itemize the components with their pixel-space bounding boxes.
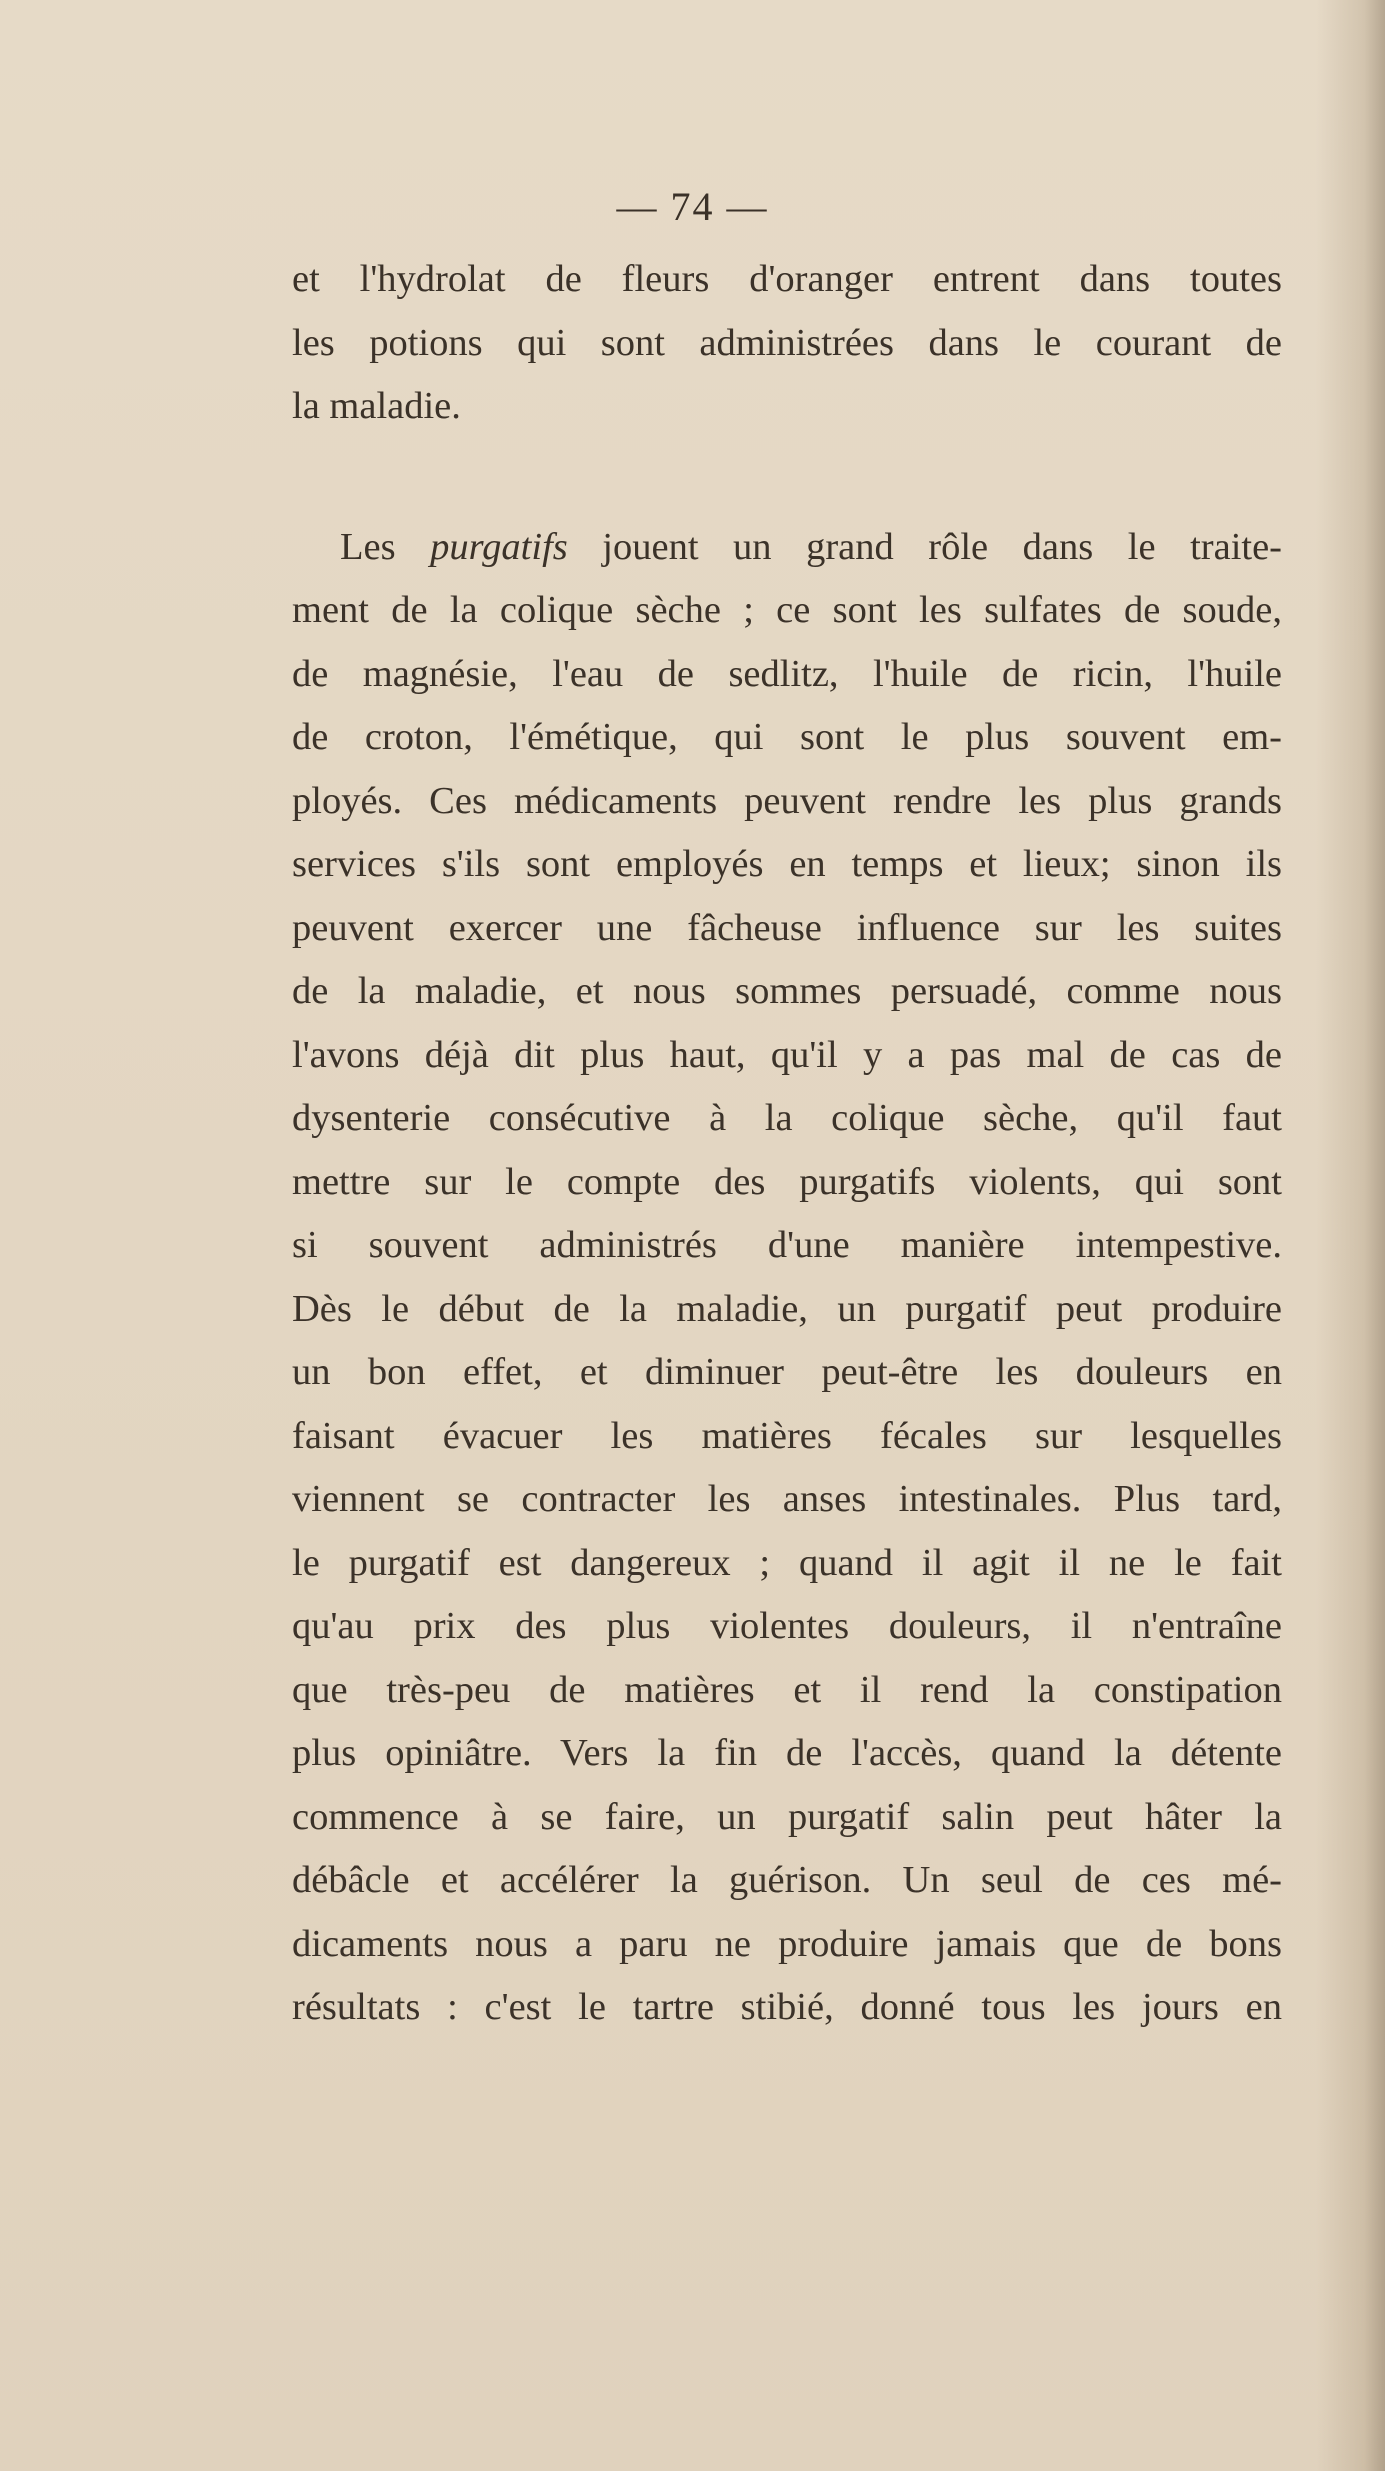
text-line: ployés. Ces médicaments peuvent rendre les plus grands bbox=[292, 779, 1282, 822]
text-line: le purgatif est dangereux ; quand il agit il ne le fait bbox=[292, 1541, 1282, 1584]
text-line: la maladie. bbox=[292, 385, 461, 427]
text-line: peuvent exercer une fâcheuse influence sur les suites bbox=[292, 906, 1282, 949]
text-line: commence à se faire, un purgatif salin peut hâter la bbox=[292, 1795, 1282, 1838]
text-line: l'avons déjà dit plus haut, qu'il y a pas mal de cas de bbox=[292, 1033, 1282, 1076]
text-line: qu'au prix des plus violentes douleurs, il n'entraîne bbox=[292, 1605, 1282, 1647]
text-line: que très-peu de matières et il rend la constipation bbox=[292, 1668, 1282, 1711]
text-run: Les bbox=[340, 525, 396, 568]
text-line: les potions qui sont administrées dans le courant de bbox=[292, 321, 1282, 364]
page-number: — 74 — bbox=[616, 184, 769, 229]
text-line: dysenterie consécutive à la colique sèche, qu'il faut bbox=[292, 1097, 1282, 1139]
paragraph-gap bbox=[292, 439, 1282, 516]
text-line: ment de la colique sèche ; ce sont les sulfates de soude, bbox=[292, 589, 1282, 631]
text-line: débâcle et accélérer la guérison. Un seul de ces mé- bbox=[292, 1859, 1282, 1901]
text-line: et l'hydrolat de fleurs d'oranger entrent dans toutes bbox=[292, 258, 1282, 300]
body-text bbox=[292, 248, 1282, 2040]
text-line: plus opiniâtre. Vers la fin de l'accès, quand la détente bbox=[292, 1732, 1282, 1774]
text-line: viennent se contracter les anses intestinales. Plus tard, bbox=[292, 1478, 1282, 1520]
text-run: jouent un grand rôle dans le traite- bbox=[602, 525, 1282, 568]
italic-term: purgatifs bbox=[430, 525, 568, 568]
text-line: de croton, l'émétique, qui sont le plus souvent em- bbox=[292, 716, 1282, 758]
text-line: faisant évacuer les matières fécales sur lesquelles bbox=[292, 1414, 1282, 1457]
text-line: si souvent administrés d'une manière intempestive. bbox=[292, 1224, 1282, 1266]
text-line: mettre sur le compte des purgatifs violents, qui sont bbox=[292, 1160, 1282, 1203]
text-line: dicaments nous a paru ne produire jamais que de bons bbox=[292, 1922, 1282, 1965]
text-line: de magnésie, l'eau de sedlitz, l'huile de ricin, l'huile bbox=[292, 652, 1282, 695]
text-line: Dès le début de la maladie, un purgatif peut produire bbox=[292, 1287, 1282, 1330]
text-line: un bon effet, et diminuer peut-être les douleurs en bbox=[292, 1351, 1282, 1393]
text-line: de la maladie, et nous sommes persuadé, comme nous bbox=[292, 970, 1282, 1012]
text-line: résultats : c'est le tartre stibié, donné tous les jours en bbox=[292, 1986, 1282, 2028]
text-line: services s'ils sont employés en temps et lieux; sinon ils bbox=[292, 843, 1282, 885]
text-line-first bbox=[292, 516, 1282, 580]
